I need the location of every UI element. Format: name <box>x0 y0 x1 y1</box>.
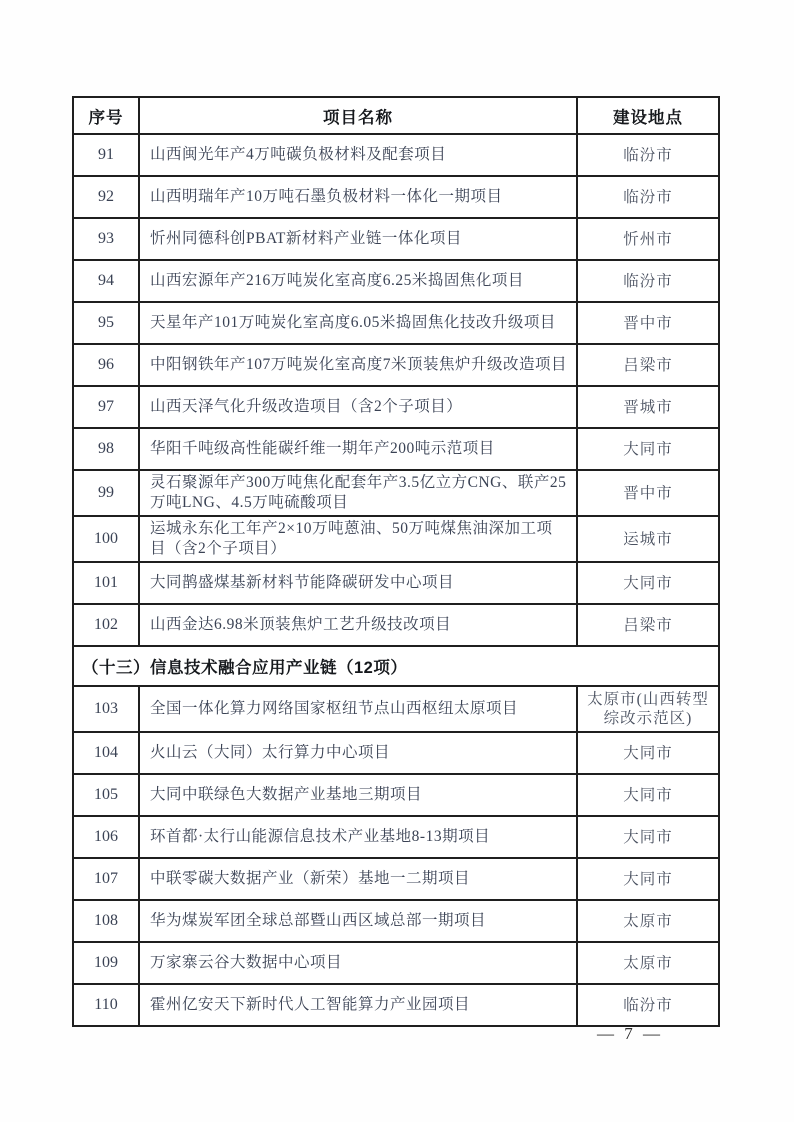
location-cell: 太原市 <box>577 900 719 942</box>
page-number: — 7 — <box>597 1024 663 1043</box>
table-row <box>73 386 719 428</box>
row-number-cell: 92 <box>73 176 139 218</box>
row-number-cell: 106 <box>73 816 139 858</box>
table-row <box>73 176 719 218</box>
project-name-cell: 华阳千吨级高性能碳纤维一期年产200吨示范项目 <box>139 428 577 470</box>
location-cell: 吕梁市 <box>577 604 719 646</box>
location-cell: 大同市 <box>577 562 719 604</box>
row-number-cell: 100 <box>73 516 139 562</box>
header-project-name: 项目名称 <box>139 97 577 134</box>
section-title: （十三）信息技术融合应用产业链（12项） <box>73 646 719 686</box>
row-number-cell: 102 <box>73 604 139 646</box>
row-number-cell: 105 <box>73 774 139 816</box>
location-cell: 大同市 <box>577 428 719 470</box>
row-number-cell: 110 <box>73 984 139 1026</box>
project-name-cell: 大同中联绿色大数据产业基地三期项目 <box>139 774 577 816</box>
location-cell: 晋城市 <box>577 386 719 428</box>
header-location: 建设地点 <box>577 97 719 134</box>
row-number-cell: 107 <box>73 858 139 900</box>
project-name-cell: 万家寨云谷大数据中心项目 <box>139 942 577 984</box>
project-name-cell: 运城永东化工年产2×10万吨蒽油、50万吨煤焦油深加工项目（含2个子项目） <box>139 516 577 562</box>
row-number-cell: 94 <box>73 260 139 302</box>
table-row <box>73 562 719 604</box>
table-row <box>73 470 719 516</box>
location-cell: 晋中市 <box>577 470 719 516</box>
location-cell: 吕梁市 <box>577 344 719 386</box>
project-name-cell: 山西金达6.98米顶装焦炉工艺升级技改项目 <box>139 604 577 646</box>
table-row <box>73 858 719 900</box>
table-row <box>73 686 719 732</box>
location-cell: 大同市 <box>577 858 719 900</box>
project-name-cell: 山西宏源年产216万吨炭化室高度6.25米捣固焦化项目 <box>139 260 577 302</box>
project-list-table <box>72 96 720 1027</box>
row-number-cell: 104 <box>73 732 139 774</box>
location-cell: 太原市(山西转型综改示范区) <box>577 686 719 732</box>
row-number-cell: 93 <box>73 218 139 260</box>
table-row <box>73 134 719 176</box>
row-number-cell: 99 <box>73 470 139 516</box>
project-name-cell: 灵石聚源年产300万吨焦化配套年产3.5亿立方CNG、联产25万吨LNG、4.5万吨硫酸项目 <box>139 470 577 516</box>
project-name-cell: 中阳钢铁年产107万吨炭化室高度7米顶装焦炉升级改造项目 <box>139 344 577 386</box>
location-cell: 大同市 <box>577 774 719 816</box>
project-name-cell: 火山云（大同）太行算力中心项目 <box>139 732 577 774</box>
table-row <box>73 942 719 984</box>
row-number-cell: 108 <box>73 900 139 942</box>
location-cell: 运城市 <box>577 516 719 562</box>
location-cell: 临汾市 <box>577 134 719 176</box>
location-cell: 临汾市 <box>577 260 719 302</box>
row-number-cell: 109 <box>73 942 139 984</box>
table-row <box>73 816 719 858</box>
project-name-cell: 中联零碳大数据产业（新荣）基地一二期项目 <box>139 858 577 900</box>
project-name-cell: 大同鹊盛煤基新材料节能降碳研发中心项目 <box>139 562 577 604</box>
location-cell: 太原市 <box>577 942 719 984</box>
table-row <box>73 604 719 646</box>
table-row <box>73 516 719 562</box>
project-name-cell: 天星年产101万吨炭化室高度6.05米捣固焦化技改升级项目 <box>139 302 577 344</box>
project-name-cell: 忻州同德科创PBAT新材料产业链一体化项目 <box>139 218 577 260</box>
table-row <box>73 344 719 386</box>
row-number-cell: 103 <box>73 686 139 732</box>
project-name-cell: 山西闽光年产4万吨碳负极材料及配套项目 <box>139 134 577 176</box>
location-cell: 晋中市 <box>577 302 719 344</box>
location-cell: 临汾市 <box>577 984 719 1026</box>
row-number-cell: 95 <box>73 302 139 344</box>
project-name-cell: 华为煤炭军团全球总部暨山西区域总部一期项目 <box>139 900 577 942</box>
project-name-cell: 山西天泽气化升级改造项目（含2个子项目） <box>139 386 577 428</box>
project-name-cell: 全国一体化算力网络国家枢纽节点山西枢纽太原项目 <box>139 686 577 732</box>
project-name-cell: 环首都·太行山能源信息技术产业基地8-13期项目 <box>139 816 577 858</box>
table-row <box>73 302 719 344</box>
row-number-cell: 96 <box>73 344 139 386</box>
table-row <box>73 774 719 816</box>
row-number-cell: 97 <box>73 386 139 428</box>
location-cell: 大同市 <box>577 816 719 858</box>
location-cell: 忻州市 <box>577 218 719 260</box>
table-row <box>73 984 719 1026</box>
location-cell: 大同市 <box>577 732 719 774</box>
row-number-cell: 98 <box>73 428 139 470</box>
project-name-cell: 霍州亿安天下新时代人工智能算力产业园项目 <box>139 984 577 1026</box>
project-name-cell: 山西明瑞年产10万吨石墨负极材料一体化一期项目 <box>139 176 577 218</box>
row-number-cell: 91 <box>73 134 139 176</box>
table-row <box>73 732 719 774</box>
table-row <box>73 218 719 260</box>
table-header-row <box>73 97 719 134</box>
location-cell: 临汾市 <box>577 176 719 218</box>
header-no: 序号 <box>73 97 139 134</box>
row-number-cell: 101 <box>73 562 139 604</box>
table-row <box>73 900 719 942</box>
table-row <box>73 428 719 470</box>
section-header-row <box>73 646 719 686</box>
table-row <box>73 260 719 302</box>
